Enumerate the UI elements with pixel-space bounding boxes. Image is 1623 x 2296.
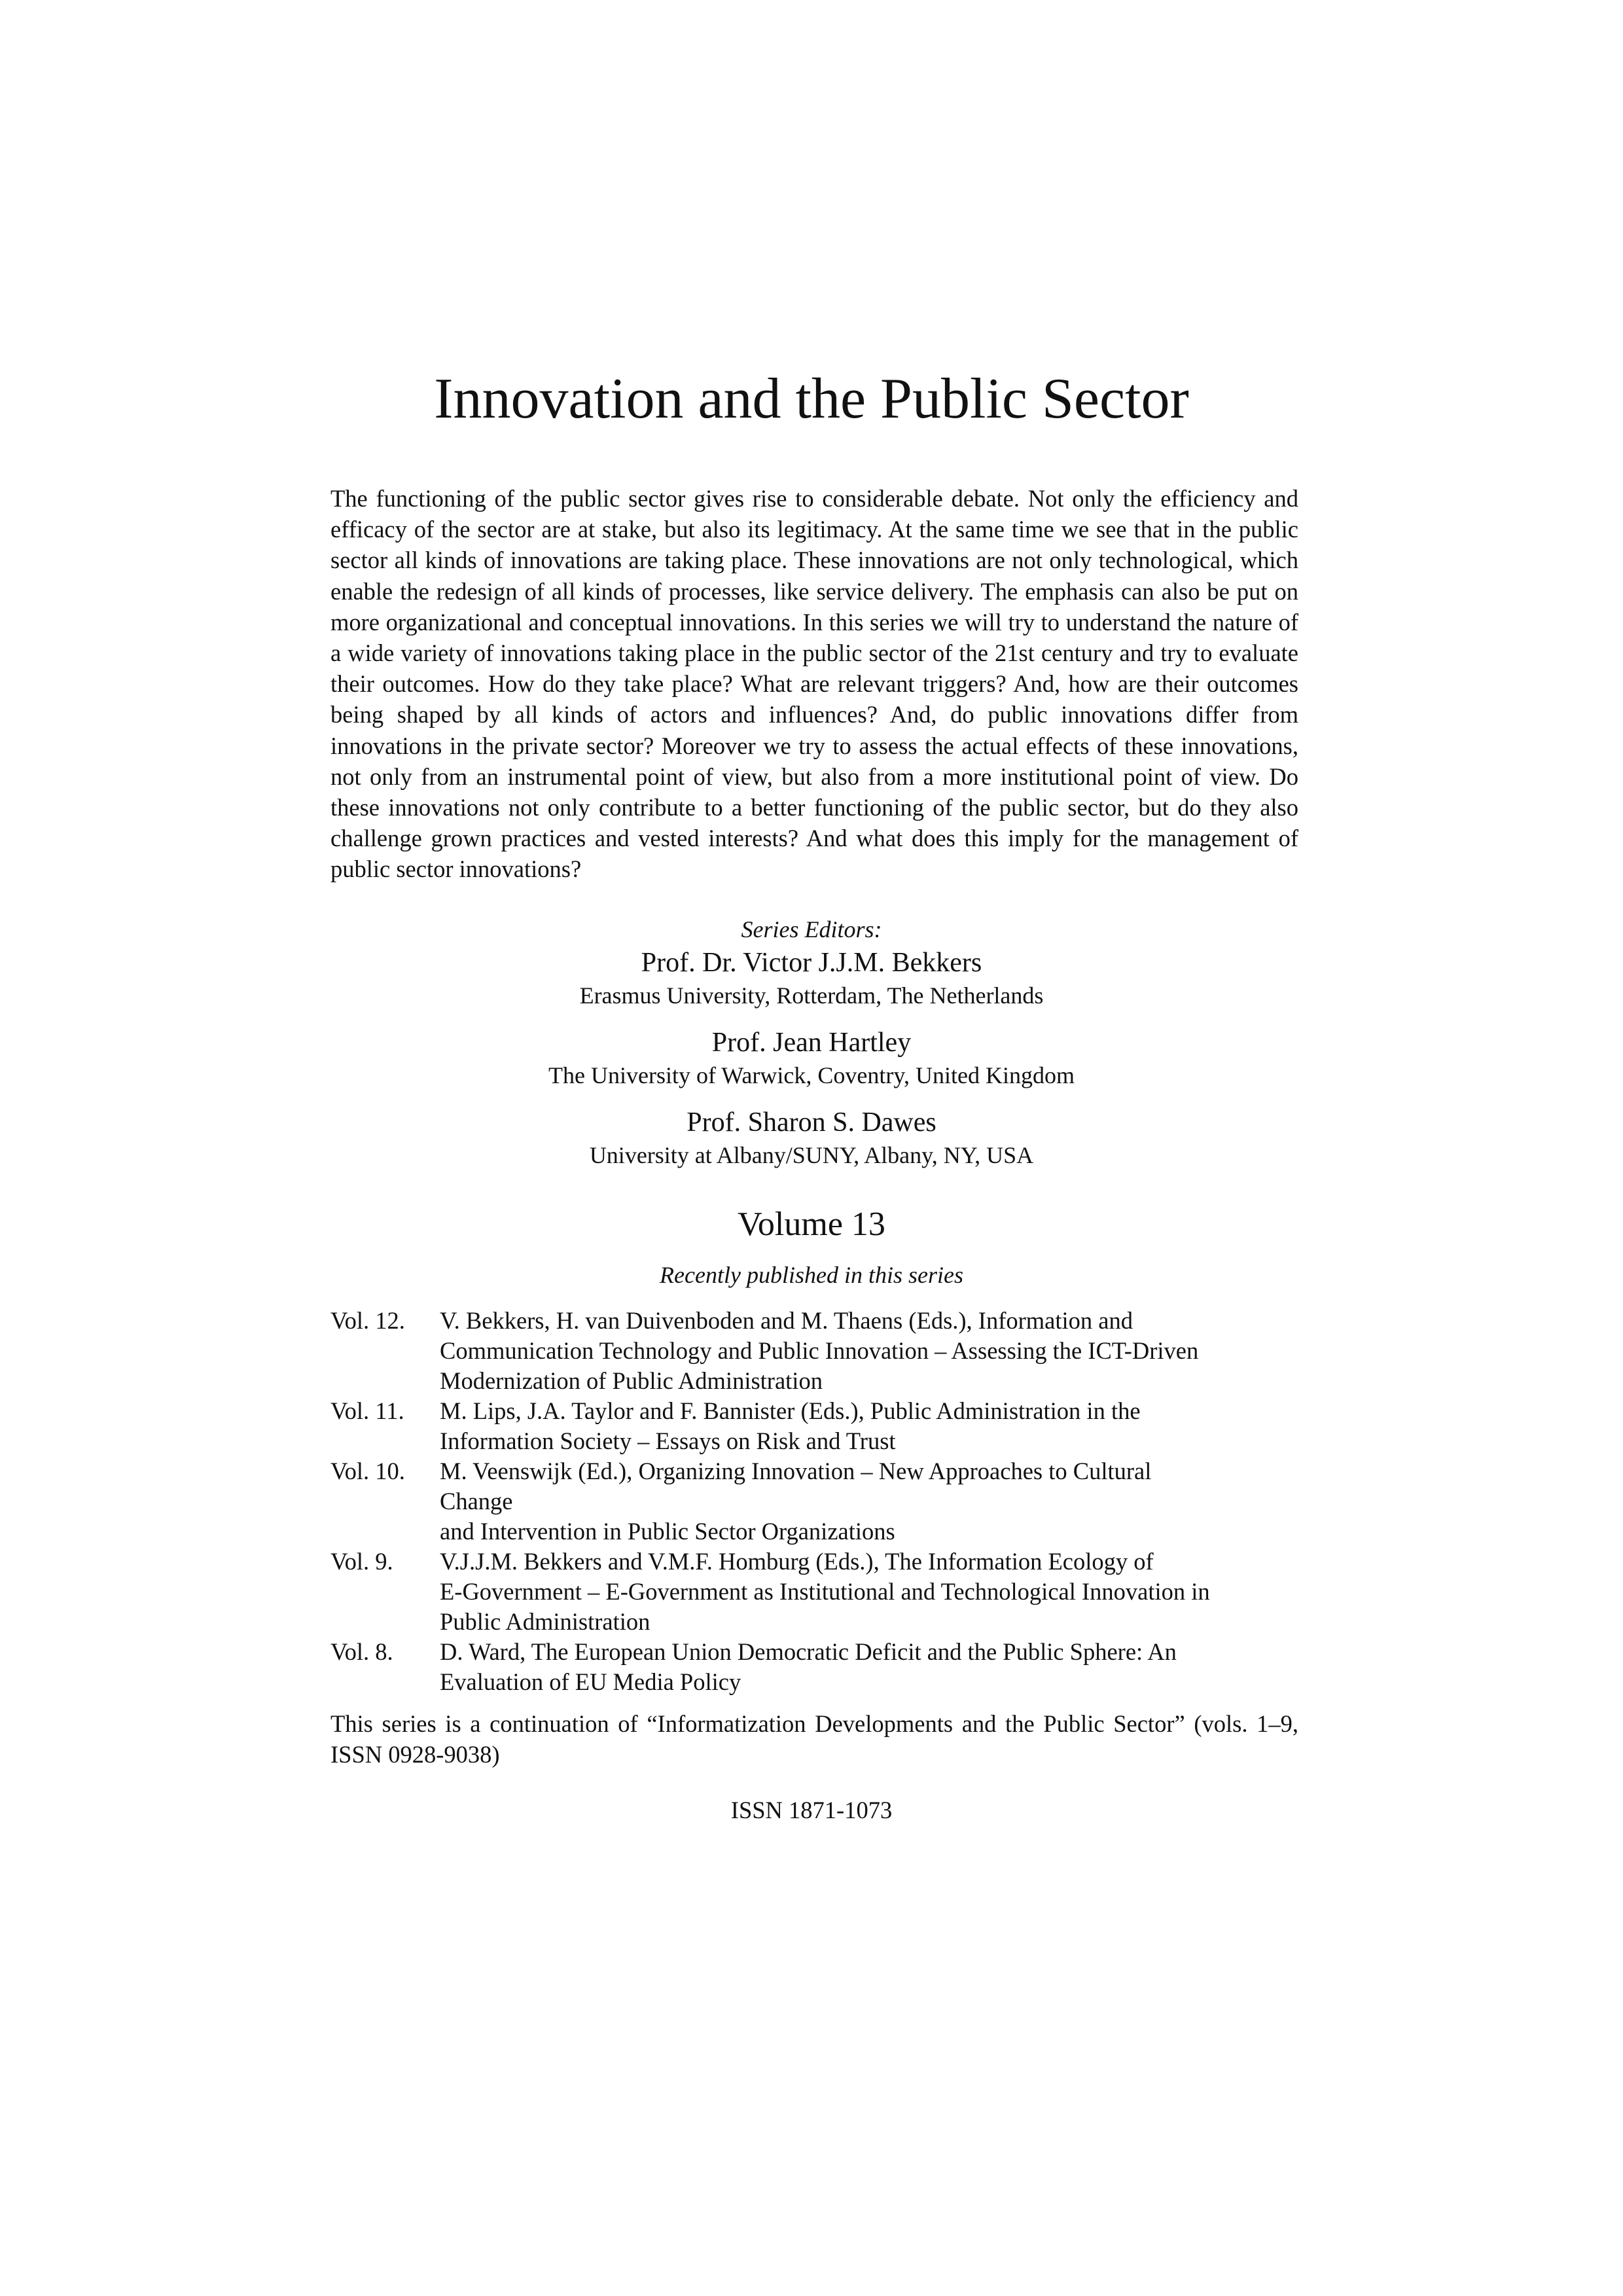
series-description: The functioning of the public sector gives rise to considerable debate. Not only the efficiency and efficacy of the sector are at stake, but also its legitimacy. At the same time we see that in the public sector all kinds of innovations are taking place. These innovations are not only technological, which enable the redesign of all kinds of processes, like service delivery. The emphasis can also be put on more organizational and conceptual innovations. In this series we will try to understand the nature of a wide variety of innovations taking place in the public sector of the 21st century and try to evaluate their outcomes. How do they take place? What are relevant triggers? And, how are their outcomes being shaped by all kinds of actors and influences? And, do public innovations differ from innovations in the private sector? Moreover we try to assess the actual effects of these innovations, not only from an instrumental point of view, but also from a more institutional point of view. Do these innovations not only contribute to a better functioning of the public sector, but do they also challenge grown practices and vested interests? And what does this imply for the management of public sector innovations? — [330, 485, 1298, 883]
volume-entry-line: D. Ward, The European Union Democratic Deficit and the Public Sphere: An — [440, 1638, 1177, 1665]
series-editors — [0, 914, 1623, 1170]
volume-entry-text — [440, 1456, 1225, 1547]
volume-entry-text — [440, 1306, 1225, 1396]
editor-affiliation: The University of Warwick, Coventry, United Kingdom — [548, 1062, 1075, 1088]
volume-entry-line: M. Lips, J.A. Taylor and F. Bannister (Eds.), Public Administration in the — [440, 1397, 1141, 1424]
editor-name: Prof. Jean Hartley — [711, 1028, 912, 1058]
volume-entry-number: Vol. 8. — [330, 1638, 393, 1665]
volume-entry — [330, 1637, 1298, 1697]
volume-entry-line: Modernization of Public Administration — [440, 1367, 823, 1394]
volume-entry-line: Information Society – Essays on Risk and Trust — [440, 1427, 896, 1454]
series-editors-heading: Series Editors: — [741, 916, 882, 942]
volume-entry — [330, 1396, 1298, 1456]
recently-published-heading: Recently published in this series — [660, 1262, 963, 1288]
editor-entry — [0, 945, 1623, 1011]
series-title: Innovation and the Public Sector — [434, 367, 1189, 431]
volume-entry-number: Vol. 9. — [330, 1548, 393, 1575]
recent-volumes-list — [330, 1306, 1298, 1697]
editor-affiliation: University at Albany/SUNY, Albany, NY, USA — [589, 1142, 1034, 1168]
volume-entry — [330, 1456, 1298, 1547]
volume-entry — [330, 1306, 1298, 1396]
editor-name: Prof. Sharon S. Dawes — [687, 1107, 936, 1138]
volume-entry-line: M. Veenswijk (Ed.), Organizing Innovation – New Approaches to Cultural Change — [440, 1458, 1152, 1515]
volume-entry-line: V. Bekkers, H. van Duivenboden and M. Thaens (Eds.), Information and — [440, 1307, 1133, 1334]
volume-entry-line: Evaluation of EU Media Policy — [440, 1668, 741, 1695]
volume-entry-line: Communication Technology and Public Innovation – Assessing the ICT-Driven — [440, 1337, 1199, 1364]
editor-entry — [0, 1025, 1623, 1090]
series-continuation-note: This series is a continuation of “Informatization Developments and the Public Sector” (vols. 1–9, ISSN 0928-9038) — [330, 1710, 1298, 1768]
series-issn: ISSN 1871-1073 — [730, 1797, 893, 1823]
volume-entry-number: Vol. 10. — [330, 1458, 405, 1484]
volume-entry-line: E-Government – E-Government as Institutional and Technological Innovation in — [440, 1578, 1210, 1605]
volume-number: Volume 13 — [738, 1206, 885, 1243]
volume-entry-text — [440, 1637, 1225, 1697]
editor-entry — [0, 1105, 1623, 1170]
volume-entry — [330, 1547, 1298, 1637]
volume-entry-line: Public Administration — [440, 1608, 651, 1635]
volume-entry-line: V.J.J.M. Bekkers and V.M.F. Homburg (Eds.), The Information Ecology of — [440, 1548, 1154, 1575]
volume-entry-line: and Intervention in Public Sector Organizations — [440, 1518, 895, 1545]
editor-name: Prof. Dr. Victor J.J.M. Bekkers — [641, 948, 982, 978]
volume-entry-text — [440, 1396, 1225, 1456]
volume-entry-text — [440, 1547, 1225, 1637]
volume-entry-number: Vol. 12. — [330, 1307, 405, 1334]
editor-affiliation: Erasmus University, Rotterdam, The Netherlands — [579, 982, 1044, 1009]
volume-entry-number: Vol. 11. — [330, 1397, 404, 1424]
